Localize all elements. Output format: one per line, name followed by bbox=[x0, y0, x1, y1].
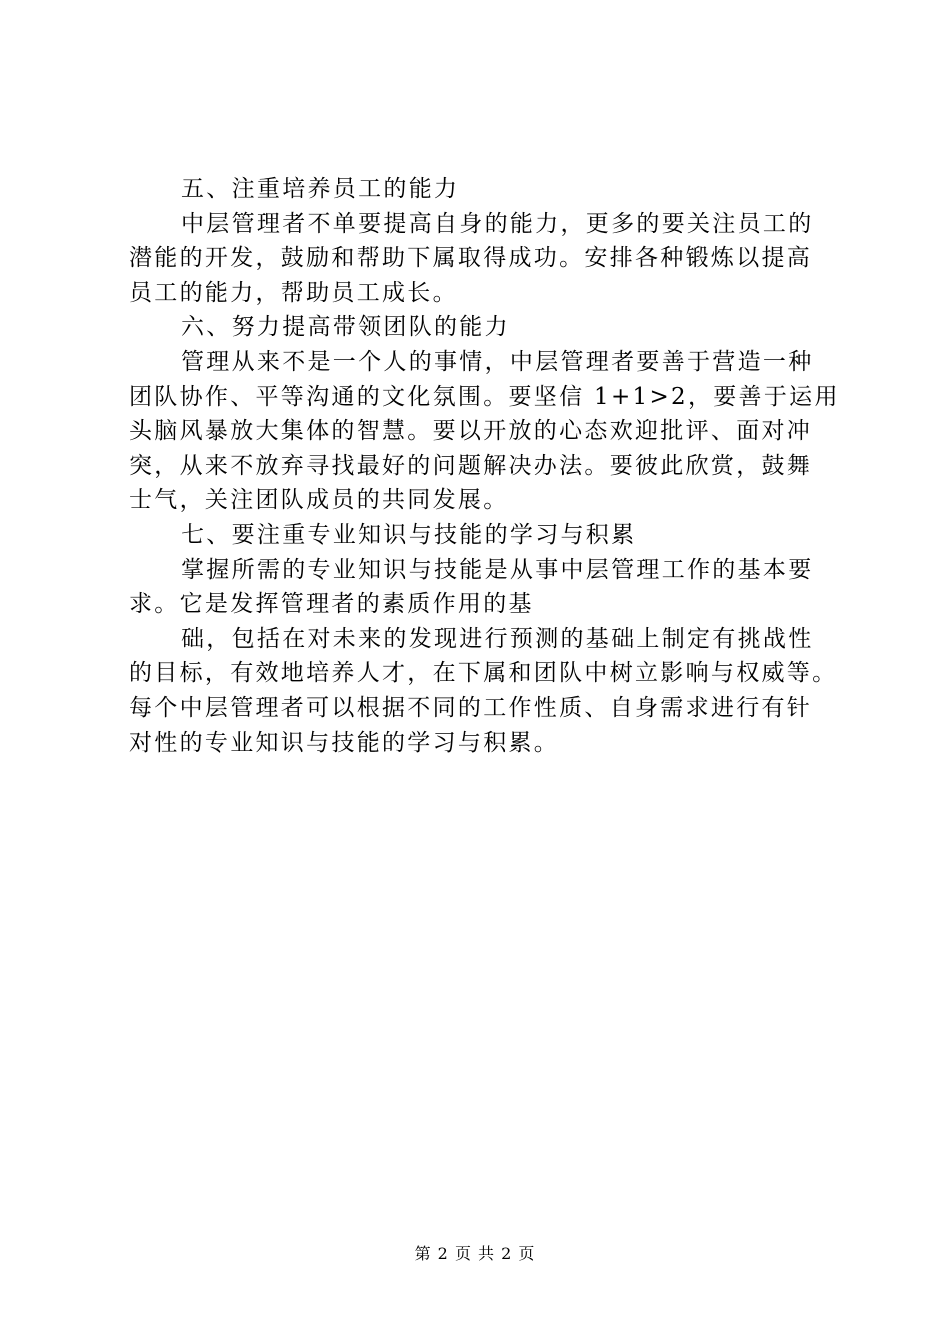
page-number-footer: 第 2 页 共 2 页 bbox=[414, 1244, 536, 1263]
paragraph-line: 中层管理者不单要提高自身的能力，更多的要关注员工的 bbox=[181, 210, 814, 237]
paragraph-line: 管理从来不是一个人的事情，中层管理者要善于营造一种 bbox=[181, 348, 814, 375]
paragraph-line: 对性的专业知识与技能的学习与积累。 bbox=[129, 729, 560, 756]
paragraph-line: 每个中层管理者可以根据不同的工作性质、自身需求进行有针 bbox=[129, 694, 813, 721]
section-heading-6: 六、努力提高带领团队的能力 bbox=[181, 314, 510, 341]
paragraph-line: 础，包括在对未来的发现进行预测的基础上制定有挑战性 bbox=[181, 625, 814, 652]
section-heading-7: 七、要注重专业知识与技能的学习与积累 bbox=[181, 521, 637, 548]
paragraph-line: 潜能的开发，鼓励和帮助下属取得成功。安排各种锻炼以提高 bbox=[129, 245, 813, 272]
paragraph-line: 士气，关注团队成员的共同发展。 bbox=[129, 487, 509, 514]
paragraph-line: 突，从来不放弃寻找最好的问题解决办法。要彼此欣赏，鼓舞 bbox=[129, 452, 813, 479]
paragraph-line: 头脑风暴放大集体的智慧。要以开放的心态欢迎批评、面对冲 bbox=[129, 418, 813, 445]
paragraph-line: 掌握所需的专业知识与技能是从事中层管理工作的基本要 bbox=[181, 556, 814, 583]
section-heading-5: 五、注重培养员工的能力 bbox=[181, 176, 460, 202]
paragraph-line: 团队协作、平等沟通的文化氛围。要坚信 1+1>2，要善于运用 bbox=[129, 383, 840, 410]
paragraph-line: 求。它是发挥管理者的素质作用的基 bbox=[129, 591, 534, 618]
paragraph-line: 的目标，有效地培养人才，在下属和团队中树立影响与权威等。 bbox=[129, 660, 838, 687]
document-body bbox=[129, 172, 845, 760]
paragraph-line: 员工的能力，帮助员工成长。 bbox=[129, 279, 458, 306]
